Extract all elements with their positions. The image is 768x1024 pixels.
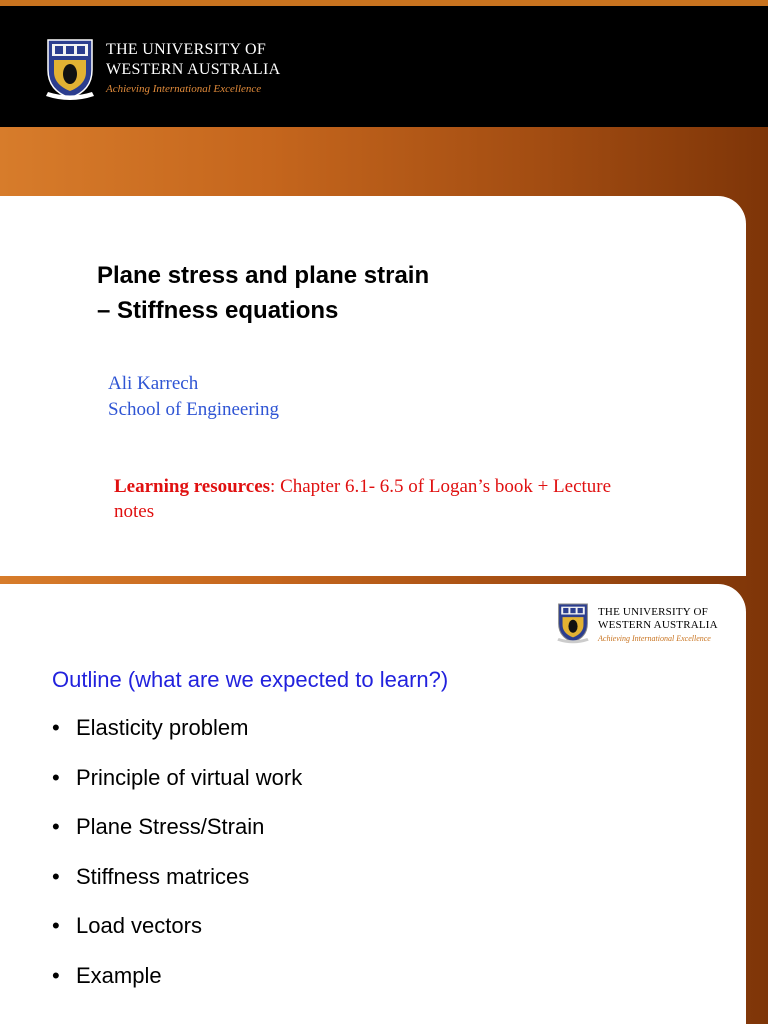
university-name <box>598 606 718 632</box>
bullet: • <box>52 764 60 790</box>
university-name-line2: WESTERN AUSTRALIA <box>598 619 718 631</box>
outline-list <box>52 714 302 1011</box>
bullet: • <box>52 962 60 988</box>
university-name-line1: THE UNIVERSITY OF <box>106 41 267 58</box>
author-name: Ali Karrech <box>108 373 199 394</box>
university-crest-icon <box>44 36 96 102</box>
list-item <box>52 813 302 863</box>
university-motto: Achieving International Excellence <box>598 634 711 643</box>
list-item <box>52 962 302 1012</box>
author-school: School of Engineering <box>108 399 279 420</box>
outline-heading: Outline (what are we expected to learn?) <box>52 667 449 692</box>
list-item-text: Stiffness matrices <box>76 863 250 889</box>
list-item <box>52 714 302 764</box>
learning-resources <box>114 474 634 524</box>
bullet: • <box>52 863 60 889</box>
slide-title-line2: – Stiffness equations <box>97 297 339 324</box>
list-item-text: Principle of virtual work <box>76 764 303 790</box>
university-motto: Achieving International Excellence <box>106 83 262 95</box>
outline-slide <box>0 576 768 1024</box>
learning-resources-text: : Chapter 6.1- 6.5 of Logan’s book + Lecture notes <box>114 476 612 522</box>
university-name <box>106 40 280 80</box>
university-crest-icon <box>556 601 590 645</box>
list-item <box>52 764 302 814</box>
list-item-text: Elasticity problem <box>76 715 249 740</box>
bullet: • <box>52 715 60 740</box>
university-name-line1: THE UNIVERSITY OF <box>598 606 708 618</box>
author-block <box>108 371 279 423</box>
slide-title <box>97 258 429 328</box>
bullet: • <box>52 913 60 938</box>
list-item-text: Example <box>76 962 162 988</box>
list-item-text: Plane Stress/Strain <box>76 814 265 839</box>
slide-title-line1: Plane stress and plane strain <box>97 262 430 289</box>
learning-resources-label: Learning resources <box>114 476 271 497</box>
list-item <box>52 912 302 962</box>
bullet: • <box>52 814 60 839</box>
university-name-line2: WESTERN AUSTRALIA <box>106 61 281 78</box>
list-item <box>52 863 302 913</box>
list-item-text: Load vectors <box>76 913 202 938</box>
